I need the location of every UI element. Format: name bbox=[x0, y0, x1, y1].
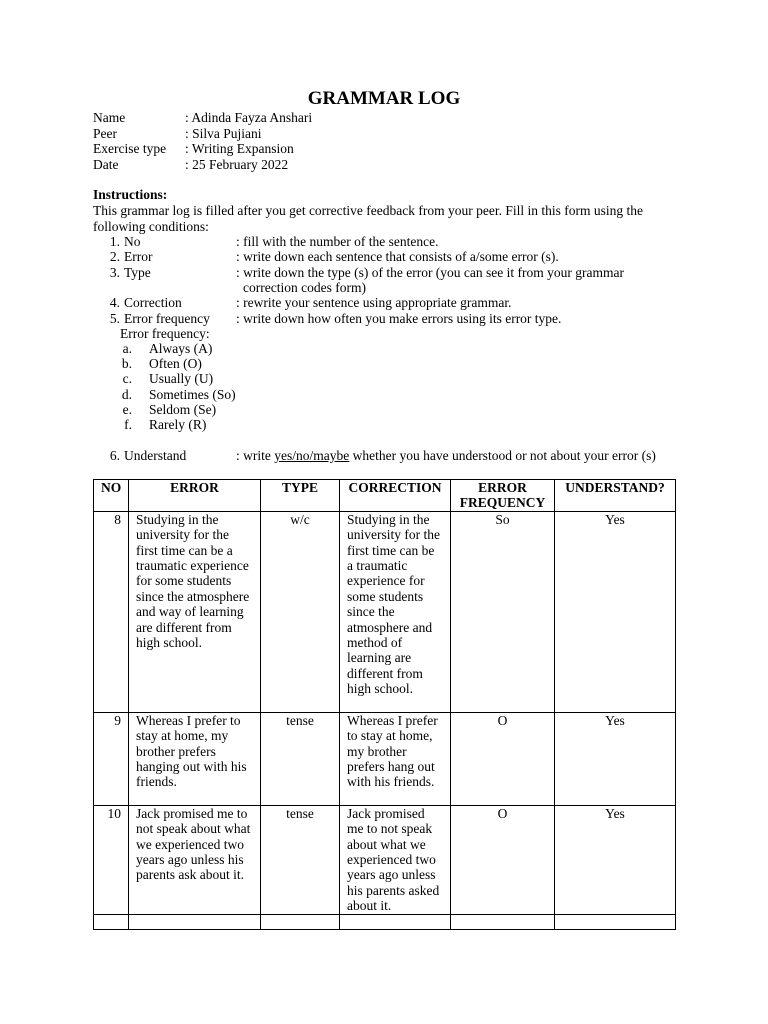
meta-row-peer bbox=[93, 126, 675, 142]
column-header-type: TYPE bbox=[261, 480, 340, 512]
meta-value: : Silva Pujiani bbox=[185, 125, 262, 141]
cell-type: tense bbox=[261, 712, 340, 805]
meta-label: Date bbox=[93, 156, 119, 172]
frequency-item bbox=[93, 387, 675, 402]
cell-correction: Jack promised me to not speak about what we experienced two years ago unless his parents asked about it. bbox=[340, 805, 451, 914]
cell-understand: Yes bbox=[555, 511, 676, 712]
condition-description-continuation: correction codes form) bbox=[243, 280, 366, 296]
meta-label: Peer bbox=[93, 125, 117, 141]
page-title: GRAMMAR LOG bbox=[307, 88, 461, 109]
meta-row-date bbox=[93, 157, 675, 173]
cell-empty bbox=[451, 914, 555, 929]
frequency-text: Always (A) bbox=[149, 341, 213, 357]
condition-number: 5. bbox=[109, 310, 120, 326]
document-page bbox=[93, 88, 675, 463]
condition-description: : write down each sentence that consists of a/some error (s). bbox=[236, 249, 559, 265]
cell-empty bbox=[261, 914, 340, 929]
condition-item bbox=[93, 265, 675, 296]
cell-empty bbox=[94, 914, 129, 929]
grammar-log-table bbox=[93, 479, 676, 930]
cell-frequency: So bbox=[451, 511, 555, 712]
frequency-text: Seldom (Se) bbox=[149, 401, 217, 417]
frequency-text: Sometimes (So) bbox=[149, 386, 236, 402]
frequency-letter: c. bbox=[122, 371, 132, 387]
condition-number: 1. bbox=[109, 234, 120, 250]
column-header-frequency: ERROR FREQUENCY bbox=[451, 480, 555, 512]
table-row-empty bbox=[94, 914, 676, 929]
instructions-intro: This grammar log is filled after you get corrective feedback from your peer. Fill in this form using the following conditions: bbox=[93, 202, 643, 234]
frequency-letter: a. bbox=[122, 341, 132, 357]
cell-frequency: O bbox=[451, 805, 555, 914]
cell-error: Whereas I prefer to stay at home, my brother prefers hanging out with his friends. bbox=[129, 712, 261, 805]
column-header-correction: CORRECTION bbox=[340, 480, 451, 512]
condition-item bbox=[93, 295, 675, 310]
cell-understand: Yes bbox=[555, 712, 676, 805]
condition-description-line: : write down the type (s) of the error (you can see it from your grammar bbox=[236, 264, 624, 280]
condition-number: 2. bbox=[109, 249, 120, 265]
condition-number: 6. bbox=[109, 447, 120, 463]
condition-label: Error frequency bbox=[124, 310, 210, 326]
meta-value: : Adinda Fayza Anshari bbox=[185, 110, 313, 125]
cell-empty bbox=[340, 914, 451, 929]
condition-label: Correction bbox=[124, 295, 182, 311]
condition-label: Type bbox=[124, 264, 151, 280]
frequency-letter: f. bbox=[124, 416, 132, 432]
meta-label: Name bbox=[93, 110, 126, 125]
meta-block bbox=[93, 110, 675, 172]
condition-item bbox=[93, 234, 675, 249]
condition-label: Understand bbox=[124, 447, 187, 463]
cell-type: w/c bbox=[261, 511, 340, 712]
understand-desc-post: whether you have understood or not about your error (s) bbox=[349, 447, 656, 463]
condition-description: : rewrite your sentence using appropriate grammar. bbox=[236, 295, 512, 311]
meta-value: : 25 February 2022 bbox=[185, 156, 289, 172]
instructions-block bbox=[93, 187, 675, 463]
condition-item-understand bbox=[93, 448, 675, 463]
cell-error: Studying in the university for the first time can be a traumatic experience for some students since the atmosphere and way of learning are different from high school. bbox=[129, 511, 261, 712]
table-row bbox=[94, 805, 676, 914]
column-header-error: ERROR bbox=[129, 480, 261, 512]
meta-row-name bbox=[93, 110, 675, 126]
table-row bbox=[94, 511, 676, 712]
frequency-text: Rarely (R) bbox=[149, 416, 207, 432]
frequency-item bbox=[93, 371, 675, 386]
condition-description bbox=[236, 448, 675, 463]
understand-desc-pre: : write bbox=[236, 447, 275, 463]
cell-frequency: O bbox=[451, 712, 555, 805]
meta-value: : Writing Expansion bbox=[185, 141, 294, 157]
condition-number: 3. bbox=[109, 264, 120, 280]
condition-item bbox=[93, 249, 675, 264]
cell-correction: Whereas I prefer to stay at home, my brother prefers hang out with his friends. bbox=[340, 712, 451, 805]
meta-row-exercise-type bbox=[93, 141, 675, 157]
cell-type: tense bbox=[261, 805, 340, 914]
frequency-heading: Error frequency: bbox=[120, 325, 210, 341]
cell-empty bbox=[555, 914, 676, 929]
frequency-letter: b. bbox=[121, 356, 132, 372]
understand-desc-underlined: yes/no/maybe bbox=[274, 447, 350, 463]
frequency-text: Often (O) bbox=[149, 356, 202, 372]
cell-no: 8 bbox=[94, 511, 129, 712]
frequency-item bbox=[93, 402, 675, 417]
cell-error: Jack promised me to not speak about what we experienced two years ago unless his parents ask about it. bbox=[129, 805, 261, 914]
table-header-row bbox=[94, 480, 676, 512]
condition-description: : fill with the number of the sentence. bbox=[236, 234, 439, 250]
condition-label: Error bbox=[124, 249, 153, 265]
condition-description bbox=[236, 265, 675, 296]
condition-item bbox=[93, 311, 675, 326]
frequency-text: Usually (U) bbox=[149, 371, 214, 387]
cell-no: 9 bbox=[94, 712, 129, 805]
cell-empty bbox=[129, 914, 261, 929]
meta-label: Exercise type bbox=[93, 141, 167, 157]
condition-description: : write down how often you make errors using its error type. bbox=[236, 310, 562, 326]
cell-understand: Yes bbox=[555, 805, 676, 914]
cell-correction: Studying in the university for the first time can be a traumatic experience for some students since the atmosphere and method of learning are different from high school. bbox=[340, 511, 451, 712]
condition-number: 4. bbox=[109, 295, 120, 311]
frequency-item bbox=[93, 341, 675, 356]
frequency-item bbox=[93, 356, 675, 371]
frequency-item bbox=[93, 417, 675, 432]
frequency-letter: e. bbox=[122, 401, 132, 417]
condition-label: No bbox=[124, 234, 141, 250]
frequency-letter: d. bbox=[121, 386, 132, 402]
table-row bbox=[94, 712, 676, 805]
instructions-heading: Instructions: bbox=[93, 187, 168, 203]
column-header-understand: UNDERSTAND? bbox=[555, 480, 676, 512]
cell-no: 10 bbox=[94, 805, 129, 914]
column-header-no: NO bbox=[94, 480, 129, 512]
